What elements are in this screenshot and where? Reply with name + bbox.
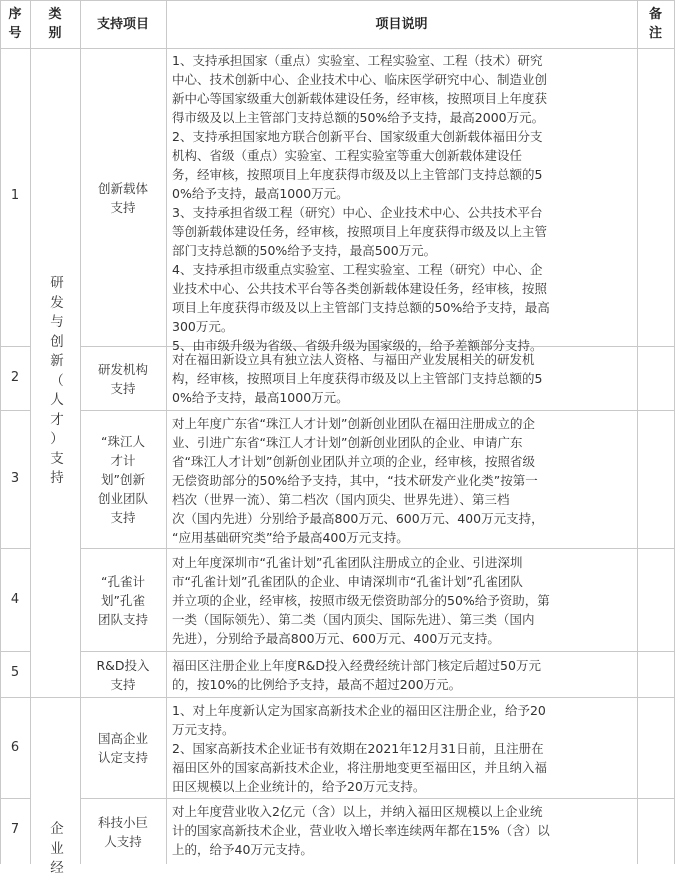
row-seq: 2 (10, 370, 20, 385)
description-line: 等创新载体建设任务，经审核，按照项目上年度获得市级及以上主管 (172, 224, 548, 239)
row-description (172, 701, 630, 796)
description-line: 1、支持承担国家（重点）实验室、工程实验室、工程（技术）研究 (172, 53, 543, 68)
grid-line (0, 346, 30, 347)
item-line: “珠江人 (101, 434, 145, 449)
header-item: 支持项目 (96, 16, 149, 32)
description-line: 300万元。 (172, 319, 234, 334)
item-line: 支持 (110, 380, 136, 396)
grid-line (0, 798, 30, 799)
description-line: 对在福田新设立具有独立法人资格、与福田产业发展相关的研发机 (172, 352, 535, 367)
category-rd-innovation (42, 274, 72, 489)
description-line: 对上年度深圳市“孔雀计划”孔雀团队注册成立的企业、引进深圳 (172, 555, 523, 570)
description-line: 上的，给予40万元支持。 (172, 842, 313, 857)
header-category-char: 类 (48, 7, 62, 22)
item-line: 国高企业 (97, 731, 148, 746)
description-line: 福田区注册企业上年度R&D投入经费经统计部门核定后超过50万元 (172, 658, 541, 673)
item-line: 支持 (110, 510, 136, 525)
category-char: 发 (50, 294, 64, 311)
header-category-char: 别 (48, 26, 62, 41)
row-seq: 3 (10, 471, 20, 486)
category-enterprise (42, 820, 72, 879)
description-line: 务，经审核，按照项目上年度获得市级及以上主管部门支持总额的5 (172, 167, 543, 182)
description-line: 并立项的企业，经审核，按照市级无偿资助部分的50%给予资助，第 (172, 593, 550, 608)
item-line: 研发机构 (97, 361, 148, 377)
description-line: 次（国内先进）分别给予最高800万元、600万元、400万元支持， (172, 511, 544, 526)
category-char: 研 (50, 275, 64, 291)
description-line: 档次（世界一流）、第二档次（国内顶尖、世界先进）、第三档 (172, 492, 510, 507)
description-line: 无偿资助部分的50%给予支持，其中，“技术研发产业化类”按第一 (172, 473, 538, 488)
grid-line (637, 0, 638, 864)
item-line: 支持 (110, 199, 136, 215)
description-line: 对上年度营业收入2亿元（含）以上，并纳入福田区规模以上企业统 (172, 804, 543, 819)
description-line: 计的国家高新技术企业，营业收入增长率连续两年都在15%（含）以 (172, 823, 550, 838)
description-line: “应用基础研究类”给予最高400万元支持。 (172, 530, 409, 545)
header-category (30, 0, 80, 48)
description-line: 得市级及以上主管部门支持总额的50%给予支持，最高2000万元。 (172, 110, 545, 125)
description-line: 省“珠江人才计划”创新创业团队并立项的企业，经审核，按照省级 (172, 454, 535, 469)
category-char: （ (50, 372, 64, 389)
item-line: 划”创新 (101, 472, 145, 487)
description-line: 市“孔雀计划”孔雀团队的企业、申请深圳市“孔雀计划”孔雀团队 (172, 574, 523, 589)
row-item (86, 652, 160, 697)
row-description (172, 350, 630, 407)
item-line: 创业团队 (97, 491, 148, 506)
description-line: 机构、省级（重点）实验室、工程实验室等重大创新载体建设任 (172, 148, 523, 163)
header-description: 项目说明 (375, 16, 428, 32)
grid-line (0, 410, 30, 411)
grid-line (0, 0, 1, 864)
grid-line (166, 0, 167, 864)
category-char: 创 (50, 333, 64, 350)
grid-line (80, 548, 675, 549)
description-line: 0%给予支持，最高1000万元。 (172, 390, 349, 405)
row-description (172, 553, 630, 648)
category-char: 支 (50, 450, 64, 467)
item-line: 科技小巨 (97, 814, 148, 830)
category-char: 经 (50, 860, 64, 876)
grid-line (80, 651, 675, 652)
grid-line (80, 798, 675, 799)
grid-line (80, 0, 81, 864)
row-description (172, 414, 630, 547)
description-line: 中心、技术创新中心、企业技术中心、临床医学研究中心、制造业创 (172, 72, 548, 87)
grid-line (80, 410, 675, 411)
row-item (86, 549, 160, 651)
row-item (86, 411, 160, 548)
description-line: 业技术中心、公共技术平台等各类创新载体建设任务，经审核，按照 (172, 281, 548, 296)
row-item (86, 49, 160, 346)
description-line: 2、支持承担国家地方联合创新平台、国家级重大创新载体福田分支 (172, 129, 543, 144)
description-line: 4、支持承担市级重点实验室、工程实验室、工程（研究）中心、企 (172, 262, 543, 277)
header-seq (0, 0, 30, 48)
category-char: 业 (50, 840, 64, 857)
row-seq: 4 (10, 592, 20, 607)
header-seq-char: 号 (8, 26, 22, 41)
category-char: 才 (50, 411, 64, 428)
description-line: 万元支持。 (172, 722, 235, 737)
category-char: 企 (50, 821, 64, 837)
description-line: 1、对上年度新认定为国家高新技术企业的福田区注册企业，给予20 (172, 703, 546, 718)
description-line: 田区规模以上企业统计的，给予20万元支持。 (172, 779, 426, 794)
row-description (172, 656, 630, 694)
description-line: 2、国家高新技术企业证书有效期在2021年12月31日前，且注册在 (172, 741, 544, 756)
item-line: 团队支持 (97, 611, 148, 627)
item-line: 人支持 (104, 833, 142, 849)
item-line: 支持 (110, 676, 136, 692)
header-remark-char: 备 (648, 7, 662, 22)
item-line: 才计 (110, 453, 136, 468)
category-char: 人 (50, 392, 64, 408)
grid-line (30, 0, 31, 864)
description-line: 先进），分别给予最高800万元、600万元、400万元支持。 (172, 631, 500, 646)
description-line: 福田区外的国家高新技术企业，将注册地变更至福田区，并且纳入福 (172, 760, 548, 775)
description-line: 构，经审核，按照项目上年度获得市级及以上主管部门支持总额的5 (172, 371, 543, 386)
description-line: 项目上年度获得市级及以上主管部门支持总额的50%给予支持，最高 (172, 300, 550, 315)
row-seq: 7 (10, 822, 20, 837)
header-seq-char: 序 (8, 7, 22, 22)
category-char: 持 (50, 470, 64, 486)
row-item (86, 698, 160, 798)
category-char: 与 (50, 314, 64, 330)
header-remark-char: 注 (648, 26, 662, 41)
description-line: 部门支持总额的50%给予支持，最高500万元。 (172, 243, 437, 258)
description-line: 的，按10%的比例给予支持，最高不超过200万元。 (172, 677, 462, 692)
item-line: 认定支持 (97, 750, 148, 765)
header-remark (637, 0, 674, 48)
grid-line (0, 651, 30, 652)
item-line: “孔雀计 (101, 573, 145, 589)
item-line: 划”孔雀 (101, 592, 145, 608)
row-item (86, 347, 160, 410)
category-char: ） (50, 431, 64, 447)
description-line: 3、支持承担省级工程（研究）中心、企业技术中心、公共技术平台 (172, 205, 543, 220)
description-line: 新中心等国家级重大创新载体建设任务，经审核，按照项目上年度获 (172, 91, 548, 106)
item-line: R&D投入 (96, 657, 150, 673)
row-seq: 5 (10, 665, 20, 680)
grid-line (0, 548, 30, 549)
row-description (172, 51, 630, 355)
description-line: 0%给予支持，最高1000万元。 (172, 186, 349, 201)
description-line: 一类（国际领先）、第二类（国内顶尖、国际先进）、第三类（国内 (172, 612, 535, 627)
item-line: 创新载体 (97, 180, 148, 196)
description-line: 5、由市级升级为省级、省级升级为国家级的，给予差额部分支持。 (172, 338, 543, 353)
description-line: 业、引进广东省“珠江人才计划”创新创业团队的企业、申请广东 (172, 435, 523, 450)
row-description (172, 802, 630, 859)
category-char: 新 (50, 353, 64, 369)
row-seq: 6 (10, 740, 20, 755)
description-line: 对上年度广东省“珠江人才计划”创新创业团队在福田注册成立的企 (172, 416, 535, 431)
row-seq: 1 (10, 188, 20, 203)
row-item (86, 799, 160, 864)
